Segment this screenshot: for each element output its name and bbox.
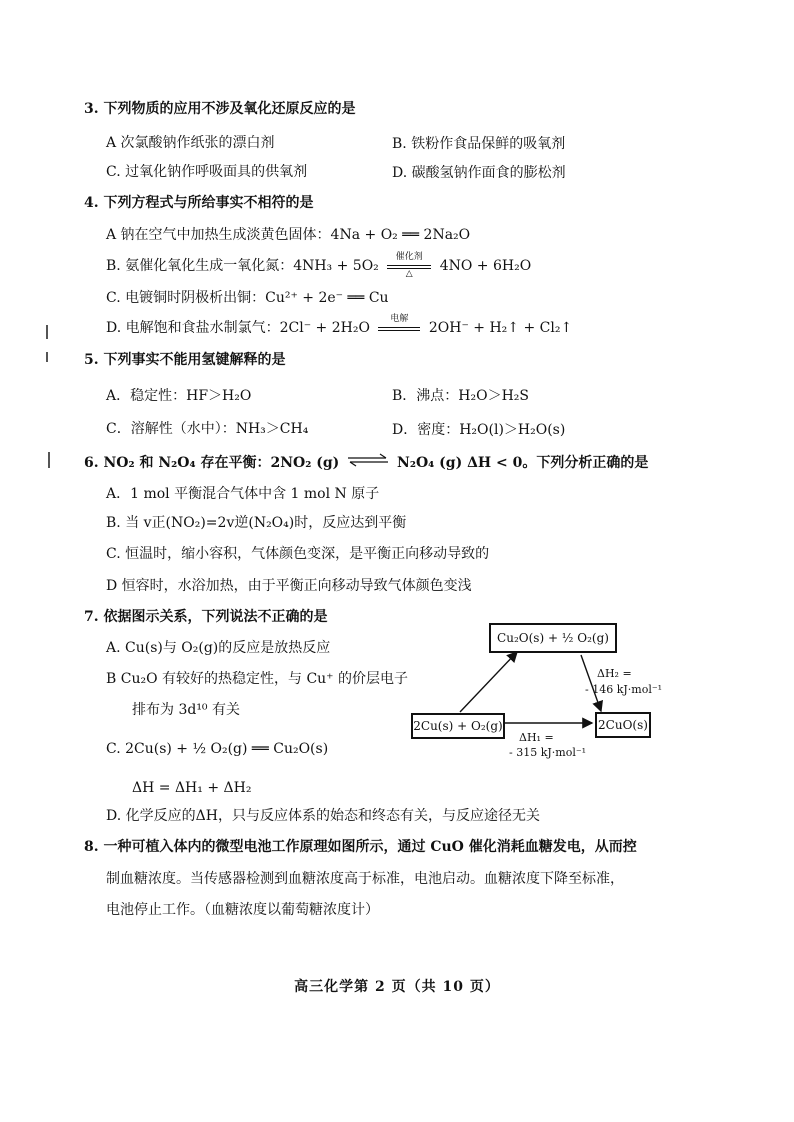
condition-bottom: △ <box>405 269 413 279</box>
q4-option-b-products: 4NO + 6H₂O <box>439 258 532 274</box>
q3-option-c: C. 过氧化钠作呼吸面具的供氧剂 <box>106 164 308 180</box>
page-footer: 高三化学第 2 页（共 10 页） <box>294 979 500 995</box>
q6-stem <box>84 453 648 473</box>
diagram-box-cuo: 2CuO(s) <box>595 712 651 738</box>
q4-stem: 4. 下列方程式与所给事实不相符的是 <box>84 195 314 211</box>
q6-option-c: C. 恒温时，缩小容积，气体颜色变深，是平衡正向移动导致的 <box>106 546 490 562</box>
q5-stem: 5. 下列事实不能用氢键解释的是 <box>84 352 286 368</box>
q3-stem: 3. 下列物质的应用不涉及氧化还原反应的是 <box>84 101 356 117</box>
margin-mark <box>46 352 48 362</box>
equals-line <box>378 330 420 331</box>
dh1-label: ΔH₁ = <box>519 731 554 744</box>
reaction-arrow-condition <box>378 314 420 338</box>
q6-option-d: D 恒容时，水浴加热，由于平衡正向移动导致气体颜色变浅 <box>106 578 472 594</box>
q7-option-c-formula: ΔH = ΔH₁ + ΔH₂ <box>132 780 252 796</box>
q6-stem-left: 6. NO₂ 和 N₂O₄ 存在平衡：2NO₂ (g) <box>84 455 340 471</box>
q7-stem: 7. 依据图示关系，下列说法不正确的是 <box>84 609 328 625</box>
equilibrium-arrow-icon <box>346 453 390 473</box>
equals-line <box>387 265 431 266</box>
q3-option-a: A 次氯酸钠作纸张的漂白剂 <box>106 135 275 151</box>
q6-option-b: B. 当 v正(NO₂)=2v逆(N₂O₄)时，反应达到平衡 <box>106 515 407 531</box>
q5-option-a: A．稳定性：HF＞H₂O <box>106 388 252 404</box>
q3-option-d: D. 碳酸氢钠作面食的膨松剂 <box>392 165 566 181</box>
diagram-box-cu2o: Cu₂O(s) + ½ O₂(g) <box>489 623 617 653</box>
q4-option-d <box>106 314 573 338</box>
dh1-value: - 315 kJ·mol⁻¹ <box>509 746 587 759</box>
margin-mark <box>48 452 50 468</box>
q7-option-c: C. 2Cu(s) + ½ O₂(g) ══ Cu₂O(s) <box>106 741 329 757</box>
q4-option-d-products: 2OH⁻ + H₂↑ + Cl₂↑ <box>428 320 573 336</box>
margin-mark <box>46 325 48 339</box>
energy-cycle-diagram <box>405 615 663 765</box>
dh2-value: - 146 kJ·mol⁻¹ <box>585 683 663 696</box>
q6-option-a: A．1 mol 平衡混合气体中含 1 mol N 原子 <box>106 486 380 502</box>
q7-option-b-line1: B Cu₂O 有较好的热稳定性，与 Cu⁺ 的价层电子 <box>106 671 409 687</box>
q4-option-b-reactants: B. 氨催化氧化生成一氧化氮：4NH₃ + 5O₂ <box>106 258 379 274</box>
q5-option-b: B．沸点：H₂O＞H₂S <box>392 388 529 404</box>
q5-option-d: D．密度：H₂O(l)＞H₂O(s) <box>392 422 566 438</box>
q7-option-a: A. Cu(s)与 O₂(g)的反应是放热反应 <box>106 640 331 656</box>
condition-top: 催化剂 <box>395 252 423 262</box>
q7-option-d: D. 化学反应的ΔH，只与反应体系的始态和终态有关，与反应途径无关 <box>106 808 540 824</box>
q8-line3: 电池停止工作。（血糖浓度以葡萄糖浓度计） <box>106 902 379 918</box>
dh2-label: ΔH₂ = <box>597 667 632 680</box>
q4-option-c: C. 电镀铜时阴极析出铜：Cu²⁺ + 2e⁻ ══ Cu <box>106 290 389 306</box>
reaction-arrow-condition <box>387 252 431 279</box>
q4-option-a: A 钠在空气中加热生成淡黄色固体：4Na + O₂ ══ 2Na₂O <box>106 227 471 243</box>
diagram-box-cu-o2: 2Cu(s) + O₂(g) <box>411 713 505 739</box>
equals-line <box>378 327 420 328</box>
q7-option-b-line2: 排布为 3d¹⁰ 有关 <box>132 702 240 718</box>
q3-option-b: B. 铁粉作食品保鲜的吸氧剂 <box>392 136 566 152</box>
q4-option-b <box>106 252 532 279</box>
q6-stem-right: N₂O₄ (g) ΔH < 0。下列分析正确的是 <box>397 455 649 471</box>
q4-option-d-reactants: D. 电解饱和食盐水制氯气：2Cl⁻ + 2H₂O <box>106 320 370 336</box>
q8-line2: 制血糖浓度。当传感器检测到血糖浓度高于标准，电池启动。血糖浓度下降至标准， <box>106 871 624 887</box>
q5-option-c: C．溶解性（水中）：NH₃＞CH₄ <box>106 421 309 437</box>
q8-line1: 8. 一种可植入体内的微型电池工作原理如图所示，通过 CuO 催化消耗血糖发电，从而控 <box>84 839 637 855</box>
condition-top: 电解 <box>390 314 409 324</box>
